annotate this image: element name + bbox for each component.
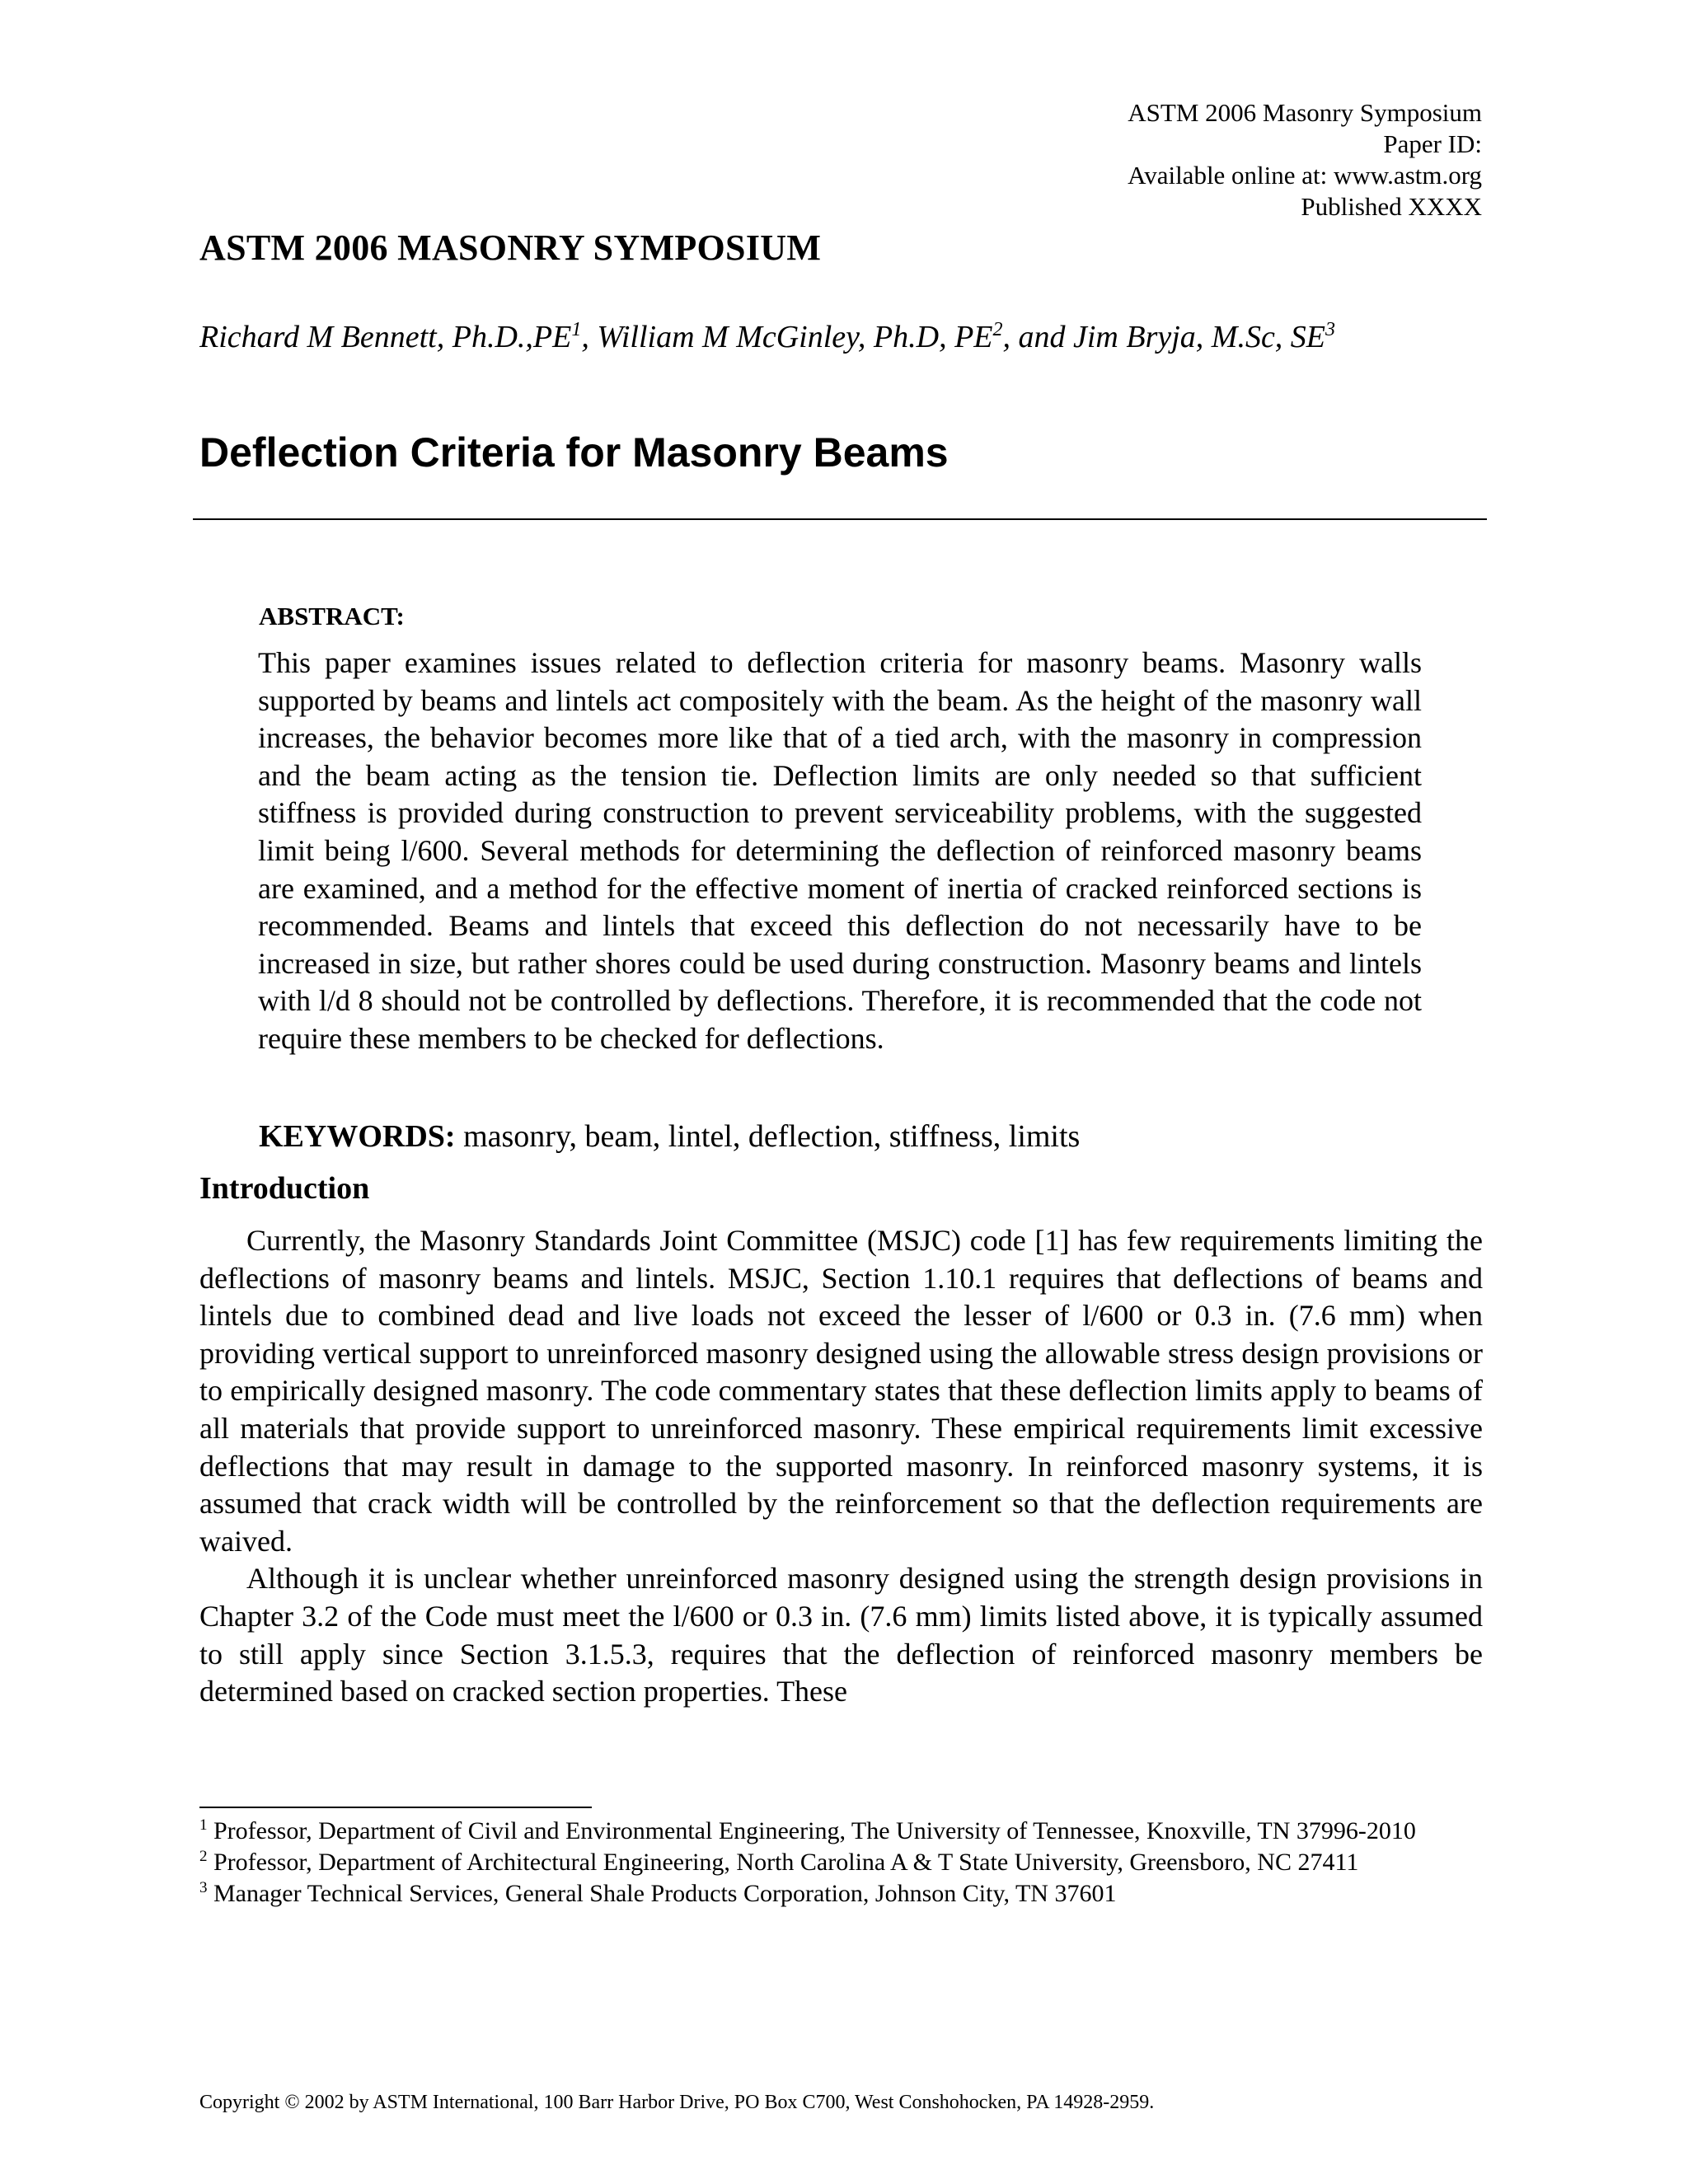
keywords-label: KEYWORDS: [259, 1119, 456, 1154]
footnote-3 [199, 1878, 1419, 1910]
keywords [259, 1118, 1080, 1155]
header-availability: Available online at: www.astm.org [1128, 161, 1482, 190]
author-3: Jim Bryja, M.Sc, SE [1073, 320, 1326, 354]
author-1: Richard M Bennett, Ph.D.,PE [199, 320, 572, 354]
header-paper-id: Paper ID: [1383, 129, 1482, 158]
header-published: Published XXXX [1301, 192, 1482, 221]
abstract-heading: ABSTRACT: [259, 602, 405, 630]
footnote-mark: 2 [199, 1848, 208, 1865]
running-header [740, 97, 1482, 223]
footnote-text: Professor, Department of Architectural Engineering, North Carolina A & T State University, Greensboro, NC 27411 [207, 1849, 1359, 1876]
author-separator: , [581, 320, 598, 354]
footnote-text: Manager Technical Services, General Shale Products Corporation, Johnson City, TN 37601 [207, 1880, 1117, 1907]
introduction-paragraph: Currently, the Masonry Standards Joint Committee (MSJC) code [1] has few requirements limiting the deflections of masonry beams and lintels. MSJC, Section 1.10.1 requires that deflections of beams and lintels due to combined dead and live loads not exceed the lesser of l/600 or 0.3 in. (7.6 mm) when providing vertical support to unreinforced masonry designed using the allowable stress design provisions or to empirically designed masonry. The code commentary states that these deflection limits apply to beams of all materials that provide support to unreinforced masonry. These empirical requirements limit excessive deflections that may result in damage to the supported masonry. In reinforced masonry systems, it is assumed that crack width will be controlled by the reinforcement so that the deflection requirements are waived. [199, 1224, 1483, 1558]
introduction-paragraph: Although it is unclear whether unreinforced masonry designed using the strength design provisions in Chapter 3.2 of the Code must meet the l/600 or 0.3 in. (7.6 mm) limits listed above, it is typically assumed to still apply since Section 3.1.5.3, requires that the deflection of reinforced masonry members be determined based on cracked section properties. These [199, 1562, 1483, 1708]
footnote-mark: 1 [199, 1816, 208, 1834]
paper-title: Deflection Criteria for Masonry Beams [199, 429, 949, 476]
author-2: William M McGinley, Ph.D, PE [597, 320, 993, 354]
introduction-body [199, 1222, 1483, 1711]
author-1-footnote-mark: 1 [571, 319, 582, 340]
footnotes [199, 1816, 1419, 1910]
author-3-footnote-mark: 3 [1325, 319, 1336, 340]
footnote-2 [199, 1847, 1419, 1878]
footnote-divider [199, 1807, 592, 1808]
author-separator: , and [1002, 320, 1073, 354]
footnote-1 [199, 1816, 1419, 1847]
copyright-notice: Copyright © 2002 by ASTM International, 100 Barr Harbor Drive, PO Box C700, West Conshohocken, PA 14928-2959. [199, 2092, 1155, 2113]
footnote-text: Professor, Department of Civil and Environmental Engineering, The University of Tennessee, Knoxville, TN 37996-2010 [207, 1817, 1416, 1844]
abstract-body: This paper examines issues related to deflection criteria for masonry beams. Masonry walls supported by beams and lintels act compositely with the beam. As the height of the masonry wall increases, the behavior becomes more like that of a tied arch, with the masonry in compression and the beam acting as the tension tie. Deflection limits are only needed so that sufficient stiffness is provided during construction to prevent serviceability problems, with the suggested limit being l/600. Several methods for determining the deflection of reinforced masonry beams are examined, and a method for the effective moment of inertia of cracked reinforced sections is recommended. Beams and lintels that exceed this deflection do not necessarily have to be increased in size, but rather shores could be used during construction. Masonry beams and lintels with l/d 8 should not be controlled by deflections. Therefore, it is recommended that the code not require these members to be checked for deflections. [258, 646, 1422, 1055]
symposium-title: ASTM 2006 MASONRY SYMPOSIUM [199, 227, 822, 268]
author-2-footnote-mark: 2 [992, 319, 1003, 340]
title-divider [193, 518, 1487, 520]
section-heading-introduction: Introduction [199, 1171, 370, 1206]
footnote-mark: 3 [199, 1879, 208, 1896]
header-symposium: ASTM 2006 Masonry Symposium [1128, 98, 1482, 127]
author-list [199, 319, 1485, 355]
keywords-text: masonry, beam, lintel, deflection, stiffness, limits [455, 1119, 1081, 1154]
